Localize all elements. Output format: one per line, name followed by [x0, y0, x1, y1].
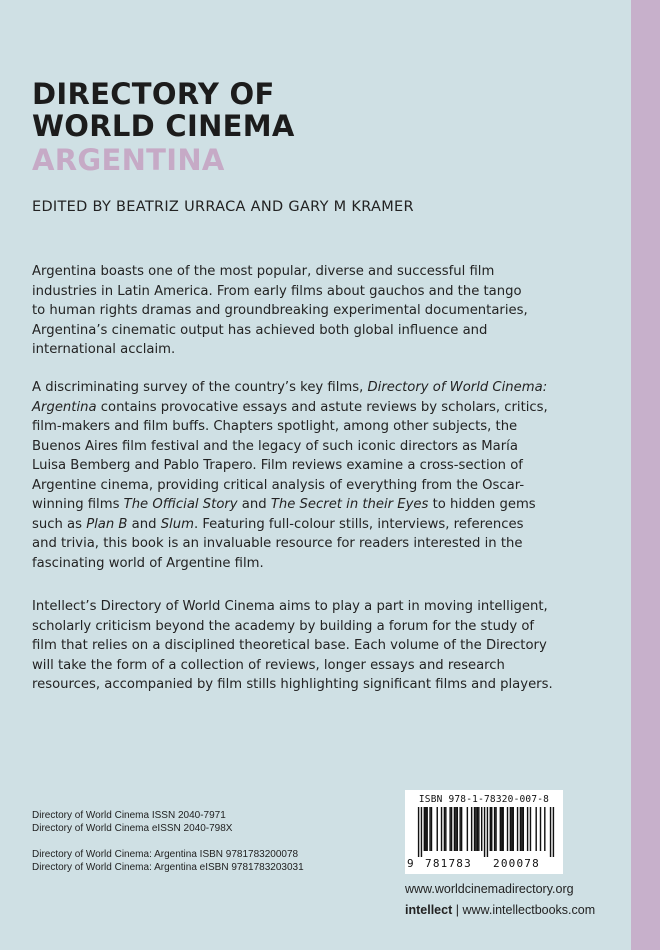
text-run: Argentine cinema, providing critical analysis of everything from the Oscar- [32, 477, 525, 493]
text-run: Intellect’s Directory of World Cinema aims to play a part in moving intelligent, [32, 599, 548, 614]
barcode-bar [502, 807, 503, 851]
text-run: and trivia, this book is an invaluable resource for readers interested in the [32, 536, 523, 551]
paragraph-line [32, 554, 602, 574]
text-run: Argentina’s cinematic output has achieved both global influence and [32, 322, 488, 338]
barcode-bar [513, 807, 514, 851]
barcode-bar [544, 807, 545, 851]
website-link-worldcinema[interactable]: www.worldcinemadirectory.org [405, 882, 574, 896]
paragraph-line [32, 340, 602, 360]
barcode-bar [510, 807, 511, 851]
italic-title-text: The Secret in their Eyes [270, 497, 429, 512]
text-run: Buenos Aires film festival and the legacy of such iconic directors as María [32, 438, 518, 454]
book-title [32, 78, 295, 142]
barcode-bar [477, 807, 478, 851]
text-run: film-makers and film buffs. Chapters spotlight, among other subjects, the [32, 419, 518, 434]
paragraph-line [32, 636, 602, 656]
barcode-bar [421, 807, 422, 857]
text-run: resources, accompanied by film stills highlighting significant films and players. [32, 677, 553, 692]
text-run: to human rights dramas and groundbreaking experimental documentaries, [32, 303, 528, 318]
barcode-bar [481, 807, 482, 851]
barcode-bar [444, 807, 445, 851]
blurb-paragraph-3 [32, 597, 602, 695]
publisher-logo: intellect [405, 903, 453, 917]
barcode-bar [454, 807, 455, 851]
text-run: and [127, 516, 161, 532]
paragraph-line [32, 301, 602, 321]
barcode-bars [415, 807, 557, 857]
barcode-bar [455, 807, 456, 851]
barcode-bar [550, 807, 551, 857]
volume-isbn-block [32, 849, 304, 874]
isbn-line: Directory of World Cinema: Argentina ISBN 9781783200078 [32, 849, 299, 860]
barcode-bar [491, 807, 492, 851]
barcode-bar [475, 807, 476, 851]
paragraph-line [32, 656, 602, 676]
text-run: contains provocative essays and astute reviews by scholars, critics, [96, 399, 548, 415]
paragraph-line [32, 398, 602, 418]
barcode-bar [474, 807, 475, 851]
paragraph-line [32, 495, 602, 515]
barcode-digits [405, 856, 563, 872]
italic-title-text: Plan B [86, 516, 128, 532]
paragraph-line [32, 476, 602, 496]
barcode-bar [429, 807, 430, 851]
barcode-bar [425, 807, 426, 851]
text-run: . Featuring full-colour stills, interviews, references [193, 516, 524, 532]
text-run: film that relies on a disciplined theoretical base. Each volume of the Directory [32, 638, 547, 653]
barcode-isbn-label: ISBN 978-1-78320-007-8 [418, 794, 550, 805]
italic-title-text: Directory of World Cinema: [367, 380, 548, 395]
barcode-bar [424, 807, 425, 851]
text-run: and [237, 497, 271, 512]
text-run: industries in Latin America. From early films about gauchos and the tango [32, 283, 522, 299]
paragraph-line [32, 456, 602, 476]
paragraph-line [32, 417, 602, 437]
barcode-bar [449, 807, 450, 851]
barcode-bar [540, 807, 541, 851]
barcode-bar [471, 807, 472, 851]
barcode-bar [467, 807, 468, 851]
text-run: fascinating world of Argentine film. [32, 555, 264, 571]
barcode-bar [445, 807, 446, 851]
barcode-bar [459, 807, 460, 851]
barcode-bar [507, 807, 508, 851]
blurb-paragraph-2 [32, 378, 602, 573]
paragraph-line [32, 515, 602, 535]
series-issn-block [32, 810, 232, 835]
barcode-bar [484, 807, 485, 857]
barcode-bar [553, 807, 554, 857]
text-run: international acclaim. [32, 342, 176, 357]
editors-line: EDITED BY BEATRIZ URRACA AND GARY M KRAMER [32, 199, 414, 215]
italic-title-text: Argentina [32, 399, 97, 415]
paragraph-line [32, 262, 602, 282]
barcode-bar [494, 807, 495, 851]
barcode-bar [431, 807, 432, 851]
text-run: winning films [32, 497, 124, 512]
barcode-bar [521, 807, 522, 851]
italic-title-text: Slum [160, 516, 194, 532]
paragraph-line [32, 437, 602, 457]
issn-line: Directory of World Cinema ISSN 2040-7971 [32, 810, 226, 821]
barcode-bar [517, 807, 518, 851]
paragraph-line [32, 321, 602, 341]
barcode-bar [527, 807, 528, 851]
barcode [405, 790, 563, 874]
publisher-separator: | [452, 903, 463, 917]
text-run: scholarly criticism beyond the academy by building a forum for the study of [32, 618, 535, 634]
italic-title-text: The Official Story [123, 497, 238, 512]
barcode-bar [490, 807, 491, 851]
barcode-digits-left: 781783 [425, 857, 472, 870]
barcode-bar [461, 807, 462, 851]
barcode-bar [501, 807, 502, 851]
paragraph-line [32, 378, 602, 398]
barcode-bar [418, 807, 419, 857]
title-line-1: DIRECTORY OF [32, 77, 275, 111]
website-link-intellect[interactable]: www.intellectbooks.com [462, 903, 596, 917]
barcode-bar [535, 807, 536, 851]
barcode-bar [451, 807, 452, 851]
barcode-bar [520, 807, 521, 851]
barcode-bar [530, 807, 531, 851]
paragraph-line [32, 617, 602, 637]
eisbn-line: Directory of World Cinema: Argentina eISBN 9781783203031 [32, 861, 304, 873]
text-run: to hidden gems [428, 497, 536, 512]
publisher-line [405, 903, 595, 918]
barcode-bar [478, 807, 479, 851]
text-run: A discriminating survey of the country’s key films, [32, 380, 368, 395]
text-run: Argentina boasts one of the most popular, diverse and successful film [32, 264, 495, 279]
paragraph-line [32, 597, 602, 617]
book-spine [631, 0, 660, 950]
paragraph-line [32, 675, 602, 695]
barcode-bar [487, 807, 488, 857]
text-run: such as [32, 516, 87, 532]
barcode-bar [441, 807, 442, 851]
barcode-bar [500, 807, 501, 851]
text-run: Luisa Bemberg and Pablo Trapero. Film reviews examine a cross-section of [32, 458, 523, 473]
barcode-digit-first: 9 [407, 857, 414, 870]
eissn-line: Directory of World Cinema eISSN 2040-798X [32, 822, 233, 834]
barcode-bar [437, 807, 438, 851]
barcode-bar [495, 807, 496, 851]
book-subtitle: ARGENTINA [32, 143, 225, 177]
paragraph-line [32, 534, 602, 554]
barcode-bar [457, 807, 458, 851]
barcode-bar [523, 807, 524, 851]
barcode-digits-right: 200078 [493, 857, 540, 870]
blurb-paragraph-1 [32, 262, 602, 360]
text-run: will take the form of a collection of reviews, longer essays and research [32, 657, 505, 673]
title-line-2: WORLD CINEMA [32, 109, 295, 143]
barcode-bar [511, 807, 512, 851]
paragraph-line [32, 282, 602, 302]
barcode-bar [426, 807, 427, 851]
